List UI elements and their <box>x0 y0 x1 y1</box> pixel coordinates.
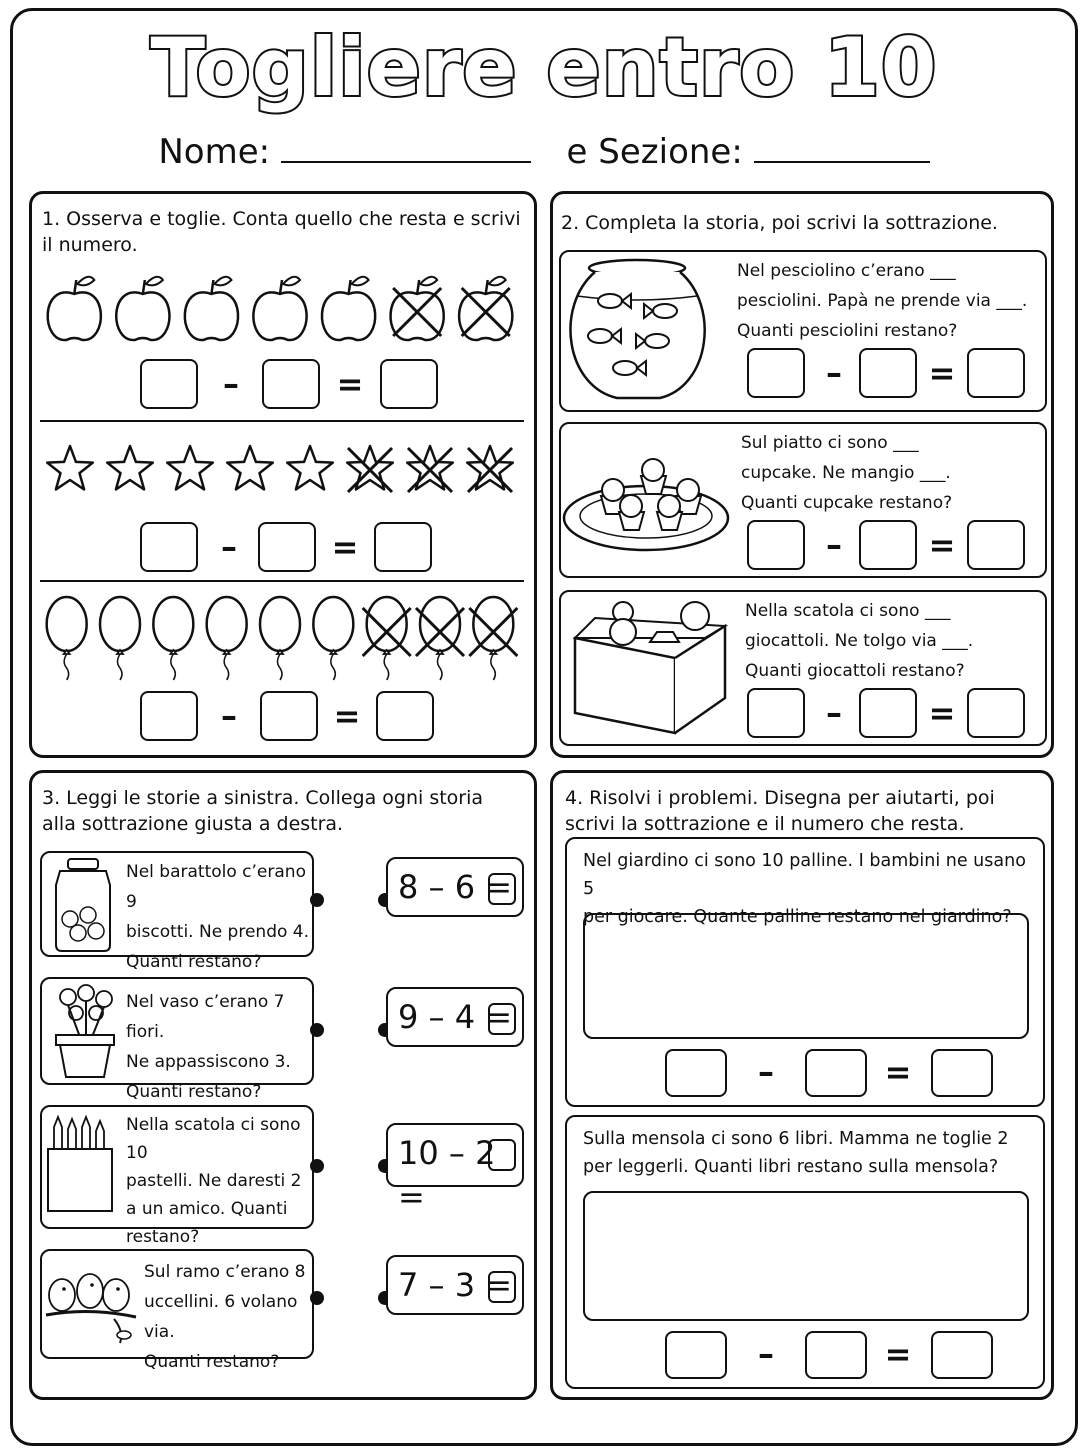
section-1-instruction: 1. Osserva e toglie. Conta quello che resta e scrivi il numero. <box>42 208 521 256</box>
star-icon <box>167 446 213 489</box>
balloon-icon <box>100 597 140 680</box>
flower-pot-icon <box>50 983 120 1079</box>
equation-card <box>386 1123 524 1216</box>
connector-dot[interactable] <box>310 1159 324 1173</box>
answer-box[interactable] <box>374 522 432 572</box>
minus-sign: – <box>826 694 842 732</box>
section-3-panel <box>29 770 537 1400</box>
minus-sign: – <box>758 1335 774 1373</box>
row-divider <box>40 420 524 422</box>
star-icon <box>467 446 513 492</box>
problem-text: Sulla mensola ci sono 6 libri. Mamma ne toglie 2 per leggerli. Quanti libri restano sulla mensola? <box>583 1129 1009 1177</box>
connector-dot[interactable] <box>310 893 324 907</box>
equation-text: 9 – 4 = <box>398 998 513 1036</box>
equals-sign: = <box>333 697 361 735</box>
apple-icon <box>185 277 238 340</box>
answer-box[interactable] <box>967 520 1025 570</box>
section-2-panel <box>550 191 1054 758</box>
answer-box[interactable] <box>488 1003 516 1035</box>
apple-icon <box>253 277 306 340</box>
answer-box[interactable] <box>747 688 805 738</box>
story-text: Sul piatto ci sono ___ cupcake. Ne mangio ___. Quanti cupcake restano? <box>741 433 953 513</box>
balloons-row <box>40 596 520 676</box>
crayon-box-icon <box>46 1113 116 1223</box>
connector-dot[interactable] <box>310 1291 324 1305</box>
apple-icon <box>322 277 375 340</box>
minus-sign: – <box>221 528 237 566</box>
stars-row <box>40 440 520 500</box>
answer-box[interactable] <box>967 348 1025 398</box>
section-4-instruction: 4. Risolvi i problemi. Disegna per aiutarti, poi scrivi la sottrazione e il numero che resta. <box>565 787 995 835</box>
section-field[interactable] <box>754 135 930 163</box>
balloon-icon <box>469 597 517 680</box>
equals-sign: = <box>884 1053 912 1091</box>
balloon-icon <box>47 597 87 680</box>
drawing-area[interactable] <box>583 913 1029 1039</box>
story-card <box>40 851 314 972</box>
equation-card <box>386 1255 524 1315</box>
minus-sign: – <box>758 1053 774 1091</box>
cookie-jar-icon <box>48 857 118 953</box>
name-row <box>0 132 1088 172</box>
equation-text: 10 – 2 = <box>398 1134 496 1216</box>
section-1-panel <box>29 191 537 758</box>
balloon-icon <box>207 597 247 680</box>
story-card <box>40 1249 314 1372</box>
section-label: e Sezione: <box>566 132 743 172</box>
answer-box[interactable] <box>488 1139 516 1171</box>
row-divider <box>40 580 524 582</box>
equals-sign: = <box>336 365 364 403</box>
story-text: Nel barattolo c’erano 9 biscotti. Ne prendo 4. Quanti restano? <box>126 862 310 972</box>
story-card <box>559 422 1047 578</box>
story-card <box>559 590 1047 746</box>
answer-box[interactable] <box>262 359 320 409</box>
answer-box[interactable] <box>747 520 805 570</box>
answer-box[interactable] <box>859 520 917 570</box>
answer-box[interactable] <box>931 1049 993 1097</box>
problem-card <box>565 837 1045 1107</box>
story-text: Nella scatola ci sono ___ giocattoli. Ne tolgo via ___. Quanti giocattoli restano? <box>745 601 974 681</box>
equation-card <box>386 987 524 1047</box>
answer-box[interactable] <box>859 348 917 398</box>
apples-row <box>40 272 520 342</box>
answer-box[interactable] <box>140 691 198 741</box>
apple-icon <box>116 277 169 340</box>
answer-box[interactable] <box>258 522 316 572</box>
balloon-icon <box>416 597 464 680</box>
star-icon <box>47 446 93 489</box>
answer-box[interactable] <box>665 1049 727 1097</box>
equation-card <box>386 857 524 917</box>
story-text: Nel pesciolino c’erano ___ pesciolini. Papà ne prende via ___. Quanti pesciolini restano? <box>737 261 1028 341</box>
story-text: Nel vaso c’erano 7 fiori. Ne appassiscono 3. Quanti restano? <box>126 992 291 1102</box>
equals-sign: = <box>331 528 359 566</box>
connector-dot[interactable] <box>310 1023 324 1037</box>
name-field[interactable] <box>281 135 531 163</box>
minus-sign: – <box>221 697 237 735</box>
problem-card <box>565 1115 1045 1389</box>
star-icon <box>107 446 153 489</box>
equals-sign: = <box>928 526 956 564</box>
fishbowl-icon <box>565 256 715 406</box>
answer-box[interactable] <box>747 348 805 398</box>
apple-icon <box>48 277 101 340</box>
apple-icon <box>459 277 512 340</box>
problem-text: Nel giardino ci sono 10 palline. I bambini ne usano 5 per giocare. Quante palline restano nel giardino? <box>583 851 1026 927</box>
equals-sign: = <box>884 1335 912 1373</box>
answer-box[interactable] <box>140 359 198 409</box>
answer-box[interactable] <box>967 688 1025 738</box>
balloon-icon <box>260 597 300 680</box>
drawing-area[interactable] <box>583 1191 1029 1321</box>
apple-icon <box>391 277 444 340</box>
star-icon <box>287 446 333 489</box>
section-2-instruction: 2. Completa la storia, poi scrivi la sottrazione. <box>561 212 998 234</box>
minus-sign: – <box>223 365 239 403</box>
answer-box[interactable] <box>805 1049 867 1097</box>
star-icon <box>227 446 273 489</box>
equation-text: 8 – 6 = <box>398 868 513 906</box>
balloon-icon <box>363 597 411 680</box>
star-icon <box>347 446 393 492</box>
answer-box[interactable] <box>665 1331 727 1379</box>
star-icon <box>407 446 453 492</box>
birds-branch-icon <box>44 1257 138 1347</box>
page-title: Togliere entro 10 <box>150 21 938 114</box>
story-card <box>40 977 314 1102</box>
answer-box[interactable] <box>488 1271 516 1303</box>
name-label: Nome: <box>158 132 271 172</box>
story-text: Nella scatola ci sono 10 pastelli. Ne daresti 2 a un amico. Quanti restano? <box>126 1115 302 1247</box>
story-text: Sul ramo c’erano 8 uccellini. 6 volano via. Quanti restano? <box>144 1262 306 1372</box>
balloon-icon <box>153 597 193 680</box>
answer-box[interactable] <box>859 688 917 738</box>
section-4-panel <box>550 770 1054 1400</box>
answer-box[interactable] <box>140 522 198 572</box>
section-3-instruction: 3. Leggi le storie a sinistra. Collega ogni storia alla sottrazione giusta a destra. <box>42 787 484 835</box>
answer-box[interactable] <box>805 1331 867 1379</box>
equation-text: 7 – 3 = <box>398 1266 513 1304</box>
equals-sign: = <box>928 694 956 732</box>
toy-box-icon <box>565 598 735 738</box>
answer-box[interactable] <box>376 691 434 741</box>
story-card <box>40 1105 314 1247</box>
story-card <box>559 250 1047 412</box>
answer-box[interactable] <box>488 873 516 905</box>
minus-sign: – <box>826 526 842 564</box>
balloon-icon <box>313 597 353 680</box>
cupcake-plate-icon <box>561 446 731 556</box>
equals-sign: = <box>928 354 956 392</box>
answer-box[interactable] <box>931 1331 993 1379</box>
answer-box[interactable] <box>380 359 438 409</box>
minus-sign: – <box>826 354 842 392</box>
answer-box[interactable] <box>260 691 318 741</box>
